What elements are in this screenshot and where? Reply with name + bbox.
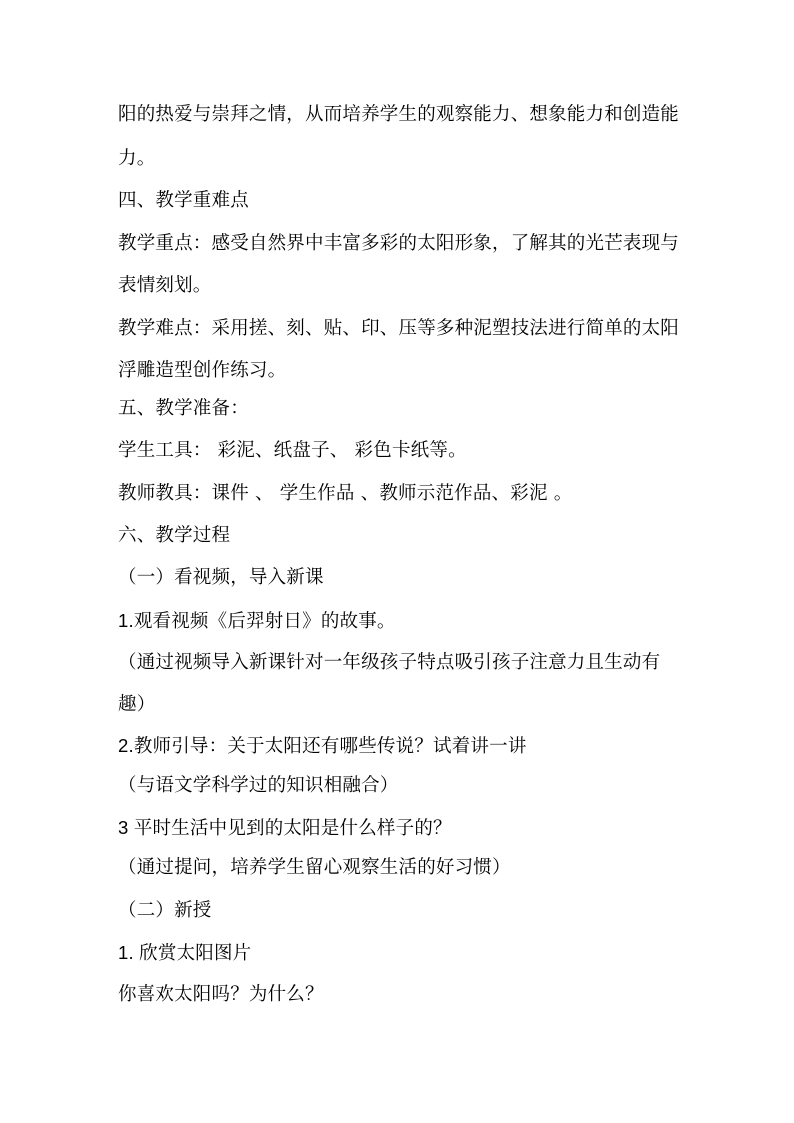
text-line: 你喜欢太阳吗？为什么？ — [118, 984, 324, 1005]
text-line: 3 平时生活中见到的太阳是什么样子的？ — [118, 817, 452, 838]
text-line: 2.教师引导：关于太阳还有哪些传说？试着讲一讲 — [118, 735, 527, 756]
subsection-heading: （一）看视频，导入新课 — [118, 567, 324, 588]
text-line: 表情刻划。 — [118, 275, 212, 296]
text-line: （与语文学科学过的知识相融合） — [118, 775, 399, 796]
section-heading: 六、教学过程 — [118, 525, 231, 546]
text-line: 学生工具： 彩泥、纸盘子、 彩色卡纸等。 — [118, 440, 467, 461]
text-line: 力。 — [118, 148, 156, 169]
section-heading: 五、教学准备： — [118, 398, 249, 419]
text-line: 浮雕造型创作练习。 — [118, 360, 287, 381]
text-line: 教学难点：采用搓、刻、贴、印、压等多种泥塑技法进行简单的太阳 — [118, 318, 680, 339]
text-line: 1. 欣赏太阳图片 — [118, 942, 252, 963]
subsection-heading: （二）新授 — [118, 900, 212, 921]
text-line: 趣） — [118, 694, 156, 715]
text-line: 教学重点：感受自然界中丰富多彩的太阳形象，了解其的光芒表现与 — [118, 233, 680, 254]
text-line: （通过提问，培养学生留心观察生活的好习惯） — [118, 857, 511, 878]
text-line: 1.观看视频《后羿射日》的故事。 — [118, 610, 396, 631]
section-heading: 四、教学重难点 — [118, 190, 249, 211]
text-line: 阳的热爱与崇拜之情，从而培养学生的观察能力、想象能力和创造能 — [118, 104, 680, 125]
text-line: （通过视频导入新课针对一年级孩子特点吸引孩子注意力且生动有 — [118, 652, 661, 673]
text-line: 教师教具：课件 、 学生作品 、教师示范作品、彩泥 。 — [118, 483, 573, 504]
